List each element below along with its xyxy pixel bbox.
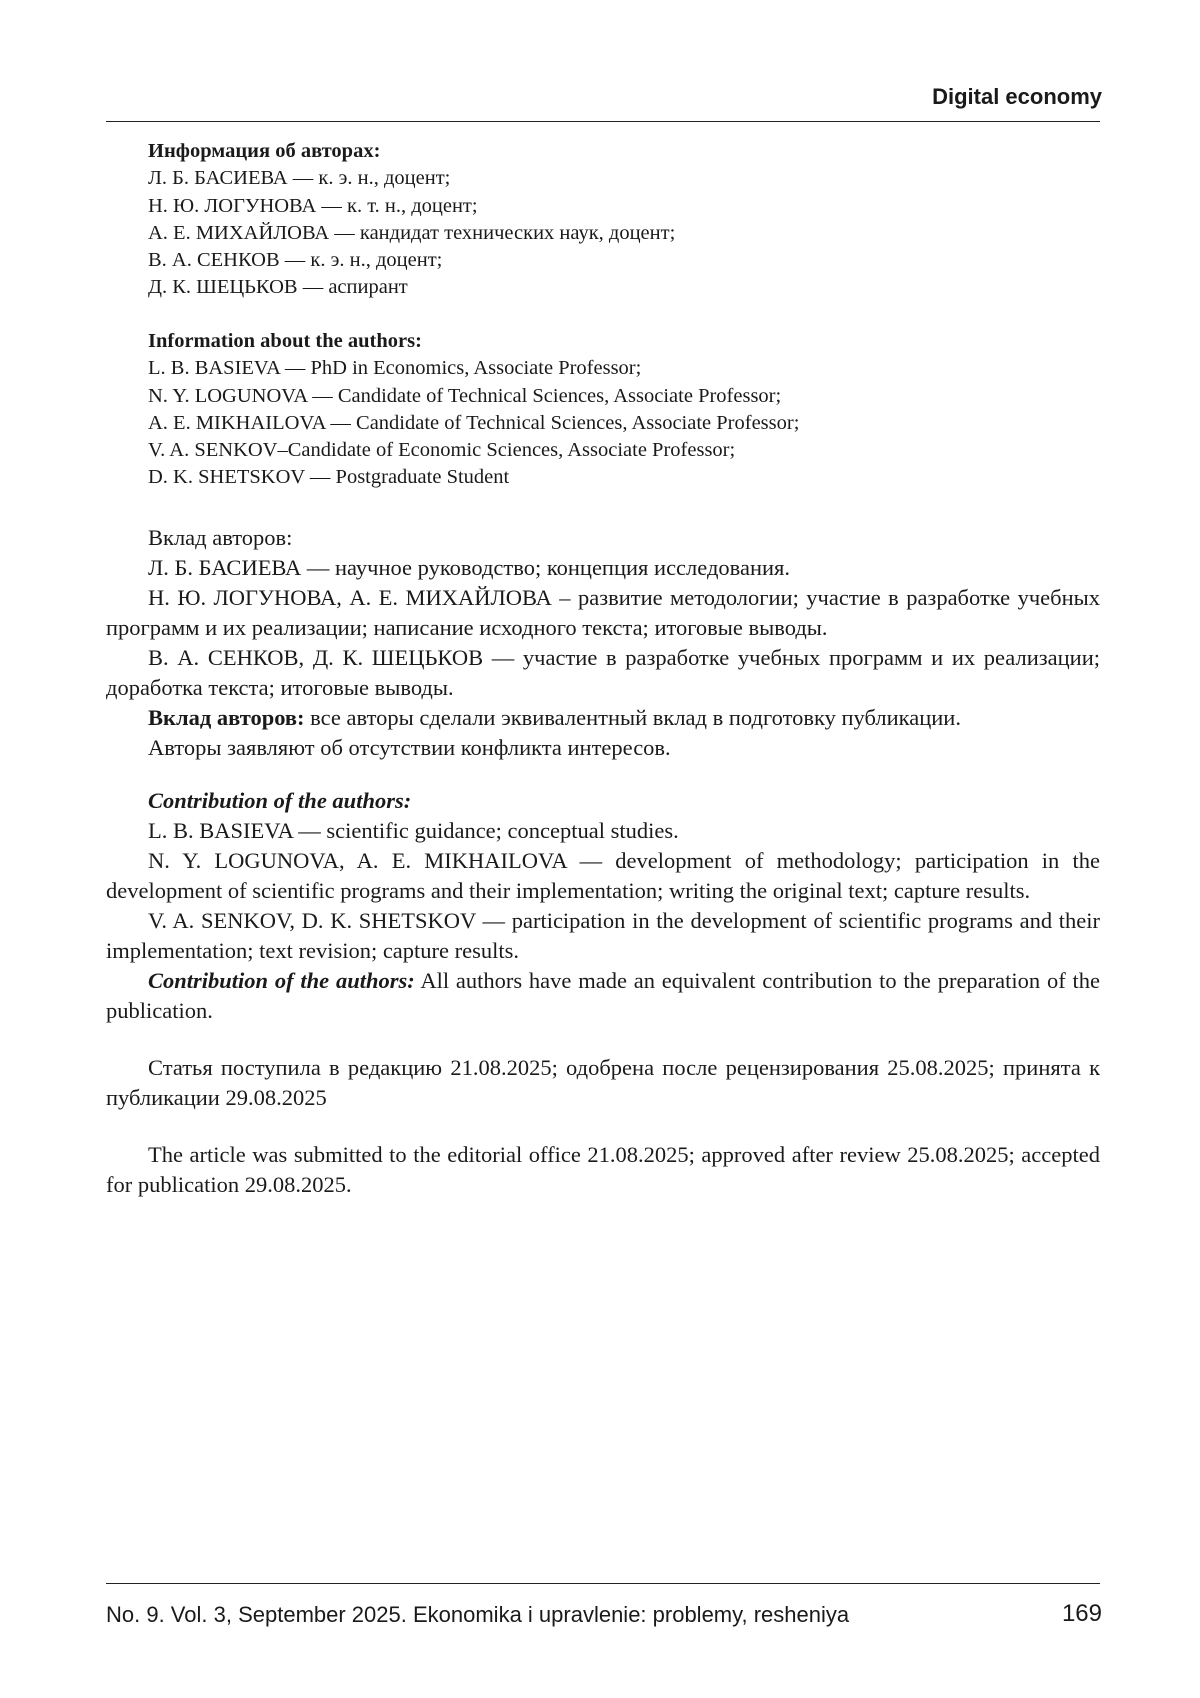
author-info-ru-line: Н. Ю. ЛОГУНОВА — к. т. н., доцент; <box>148 194 478 217</box>
contribution-ru-statement <box>106 703 1100 733</box>
footer-citation: No. 9. Vol. 3, September 2025. Ekonomika i upravlenie: problemy, resheniya <box>106 1602 850 1627</box>
contribution-ru-label: Вклад авторов: <box>148 705 305 730</box>
author-info-en-line: D. K. SHETSKOV — Postgraduate Student <box>148 466 510 489</box>
conflict-of-interest: Авторы заявляют об отсутствии конфликта интересов. <box>148 735 671 760</box>
author-info-en-line: L. B. BASIEVA — PhD in Economics, Associate Professor; <box>148 357 642 380</box>
contribution-en <box>106 786 1100 1026</box>
page-number: 169 <box>1061 1600 1102 1627</box>
contribution-en-paragraph: L. B. BASIEVA — scientific guidance; conceptual studies. <box>148 818 679 843</box>
contribution-en-paragraph: N. Y. LOGUNOVA, A. E. MIKHAILOVA — development of methodology; participation in the development of scientific programs and their implementation; writing the original text; capture results. <box>106 848 1100 903</box>
article-dates-ru-text: Статья поступила в редакцию 21.08.2025; одобрена после рецензирования 25.08.2025; принята к публикации 29.08.2025 <box>106 1055 1100 1110</box>
author-info-en-line: A. E. MIKHAILOVA — Candidate of Technical Sciences, Associate Professor; <box>148 411 800 434</box>
header-divider <box>106 121 1100 122</box>
contribution-en-heading <box>106 786 1100 816</box>
contribution-ru <box>106 523 1100 763</box>
author-info-ru-line: Д. К. ШЕЦЬКОВ — аспирант <box>148 276 408 299</box>
author-info-ru <box>106 138 1100 302</box>
contribution-ru-intro: Вклад авторов: <box>148 525 293 550</box>
contribution-en-label: Contribution of the authors: <box>148 968 415 993</box>
section-title: Digital economy <box>932 84 1102 109</box>
article-dates-ru <box>106 1053 1100 1113</box>
article-dates-en <box>106 1140 1100 1200</box>
contribution-ru-paragraph: Н. Ю. ЛОГУНОВА, А. Е. МИХАЙЛОВА – развитие методологии; участие в разработке учебных программ и их реализации; написание исходного текста; итоговые выводы. <box>106 585 1100 640</box>
author-info-en-heading: Information about the authors: <box>148 330 422 352</box>
author-info-en-line: N. Y. LOGUNOVA — Candidate of Technical Sciences, Associate Professor; <box>148 384 782 407</box>
author-info-ru-heading: Информация об авторах: <box>148 140 381 162</box>
contribution-ru-paragraph: Л. Б. БАСИЕВА — научное руководство; концепция исследования. <box>148 555 791 580</box>
footer-divider <box>106 1583 1100 1584</box>
contribution-en-statement <box>106 966 1100 1026</box>
contribution-ru-statement-text: все авторы сделали эквивалентный вклад в подготовку публикации. <box>304 705 961 730</box>
contribution-en-heading-text: Contribution of the authors: <box>148 788 412 813</box>
author-info-ru-line: Л. Б. БАСИЕВА — к. э. н., доцент; <box>148 167 451 190</box>
contribution-en-paragraph: V. A. SENKOV, D. K. SHETSKOV — participation in the development of scientific programs and their implementation; text revision; capture results. <box>106 908 1100 963</box>
contribution-en-statement-text: All authors have made an equivalent contribution to the preparation of the publication. <box>106 968 1100 1023</box>
contribution-ru-paragraph: В. А. СЕНКОВ, Д. К. ШЕЦЬКОВ — участие в разработке учебных программ и их реализации; доработка текста; итоговые выводы. <box>106 645 1100 700</box>
author-info-ru-line: А. Е. МИХАЙЛОВА — кандидат технических наук, доцент; <box>148 221 676 244</box>
author-info-en-line: V. A. SENKOV–Candidate of Economic Sciences, Associate Professor; <box>148 439 736 462</box>
author-info-ru-line: В. А. СЕНКОВ — к. э. н., доцент; <box>148 249 443 272</box>
article-dates-en-text: The article was submitted to the editorial office 21.08.2025; approved after review 25.08.2025; accepted for publication 29.08.2025. <box>106 1142 1100 1197</box>
author-info-en <box>106 328 1100 492</box>
